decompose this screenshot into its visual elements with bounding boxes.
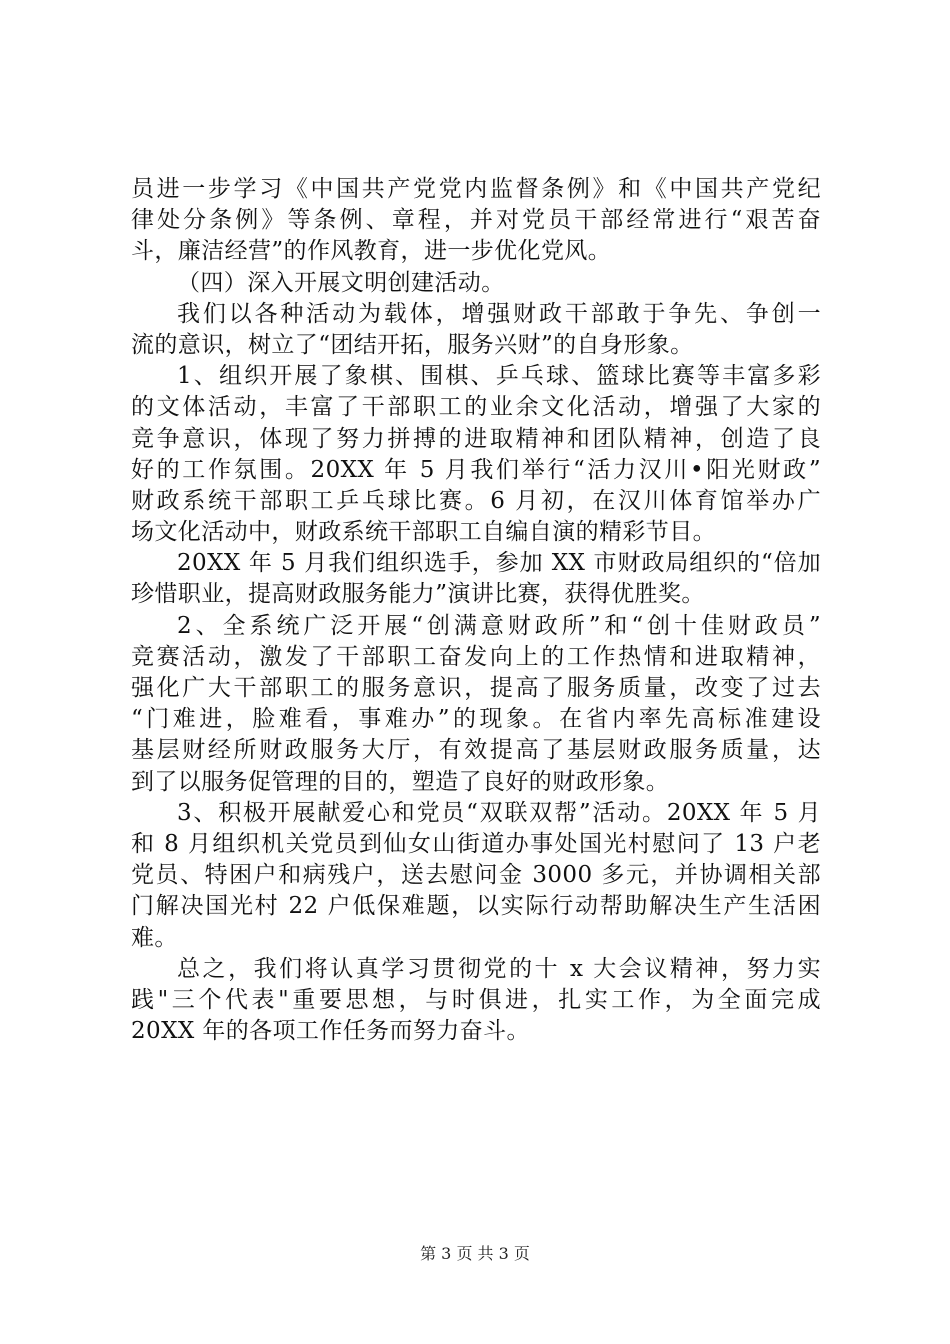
- text-line: 珍惜职业，提高财政服务能力”演讲比赛，获得优胜奖。: [131, 581, 705, 608]
- text-line: 门解决国光村 22 户低保难题，以实际行动帮助解决生产生活困: [131, 893, 821, 920]
- text-line: 员进一步学习《中国共产党党内监督条例》和《中国共产党纪: [131, 176, 821, 202]
- text-line: 竞赛活动，激发了干部职工奋发向上的工作热情和进取精神，: [131, 643, 821, 670]
- text-line: 流的意识，树立了“团结开拓，服务兴财”的自身形象。: [131, 331, 694, 358]
- text-line: 律处分条例》等条例、章程，并对党员干部经常进行“艰苦奋: [131, 207, 821, 234]
- text-line: 好的工作氛围。20XX 年 5 月我们举行“活力汉川•阳光财政”: [131, 456, 821, 483]
- text-line: 财政系统干部职工乒乓球比赛。6 月初，在汉川体育馆举办广: [131, 487, 821, 514]
- text-line: 场文化活动中，财政系统干部职工自编自演的精彩节目。: [131, 519, 716, 546]
- text-line: 1、组织开展了象棋、围棋、乒乓球、篮球比赛等丰富多彩: [177, 363, 821, 390]
- text-line: （四）深入开展文明创建活动。: [177, 269, 505, 296]
- text-line: 20XX 年的各项工作任务而努力奋斗。: [131, 1018, 530, 1045]
- text-line: 基层财经所财政服务大厅，有效提高了基层财政服务质量，达: [131, 737, 821, 764]
- text-line: 斗，廉洁经营”的作风教育，进一步优化党风。: [131, 238, 612, 265]
- text-line: 总之，我们将认真学习贯彻党的十 x 大会议精神，努力实: [177, 955, 821, 982]
- text-line: 20XX 年 5 月我们组织选手，参加 XX 市财政局组织的“倍加: [177, 550, 821, 577]
- text-line: 2、全系统广泛开展“创满意财政所”和“创十佳财政员”: [177, 612, 821, 639]
- page-footer: 第 3 页 共 3 页: [420, 1244, 530, 1263]
- text-line: 强化广大干部职工的服务意识，提高了服务质量，改变了过去: [131, 675, 821, 701]
- text-line: “门难进，脸难看，事难办”的现象。在省内率先高标准建设: [131, 706, 821, 733]
- text-line: 的文体活动，丰富了干部职工的业余文化活动，增强了大家的: [131, 394, 821, 421]
- text-line: 3、积极开展献爱心和党员“双联双帮”活动。20XX 年 5 月: [177, 799, 821, 826]
- text-line: 到了以服务促管理的目的，塑造了良好的财政形象。: [131, 768, 670, 795]
- text-line: 党员、特困户和病残户，送去慰问金 3000 多元，并协调相关部: [131, 862, 821, 889]
- document-body: [131, 174, 821, 1047]
- text-line: 和 8 月组织机关党员到仙女山街道办事处国光村慰问了 13 户老: [131, 830, 821, 857]
- text-line: 我们以各种活动为载体，增强财政干部敢于争先、争创一: [177, 300, 821, 327]
- text-line: 难。: [131, 924, 178, 951]
- text-line: 践"三个代表"重要思想，与时俱进，扎实工作，为全面完成: [131, 986, 821, 1013]
- text-line: 竞争意识，体现了努力拼搏的进取精神和团队精神，创造了良: [131, 425, 821, 452]
